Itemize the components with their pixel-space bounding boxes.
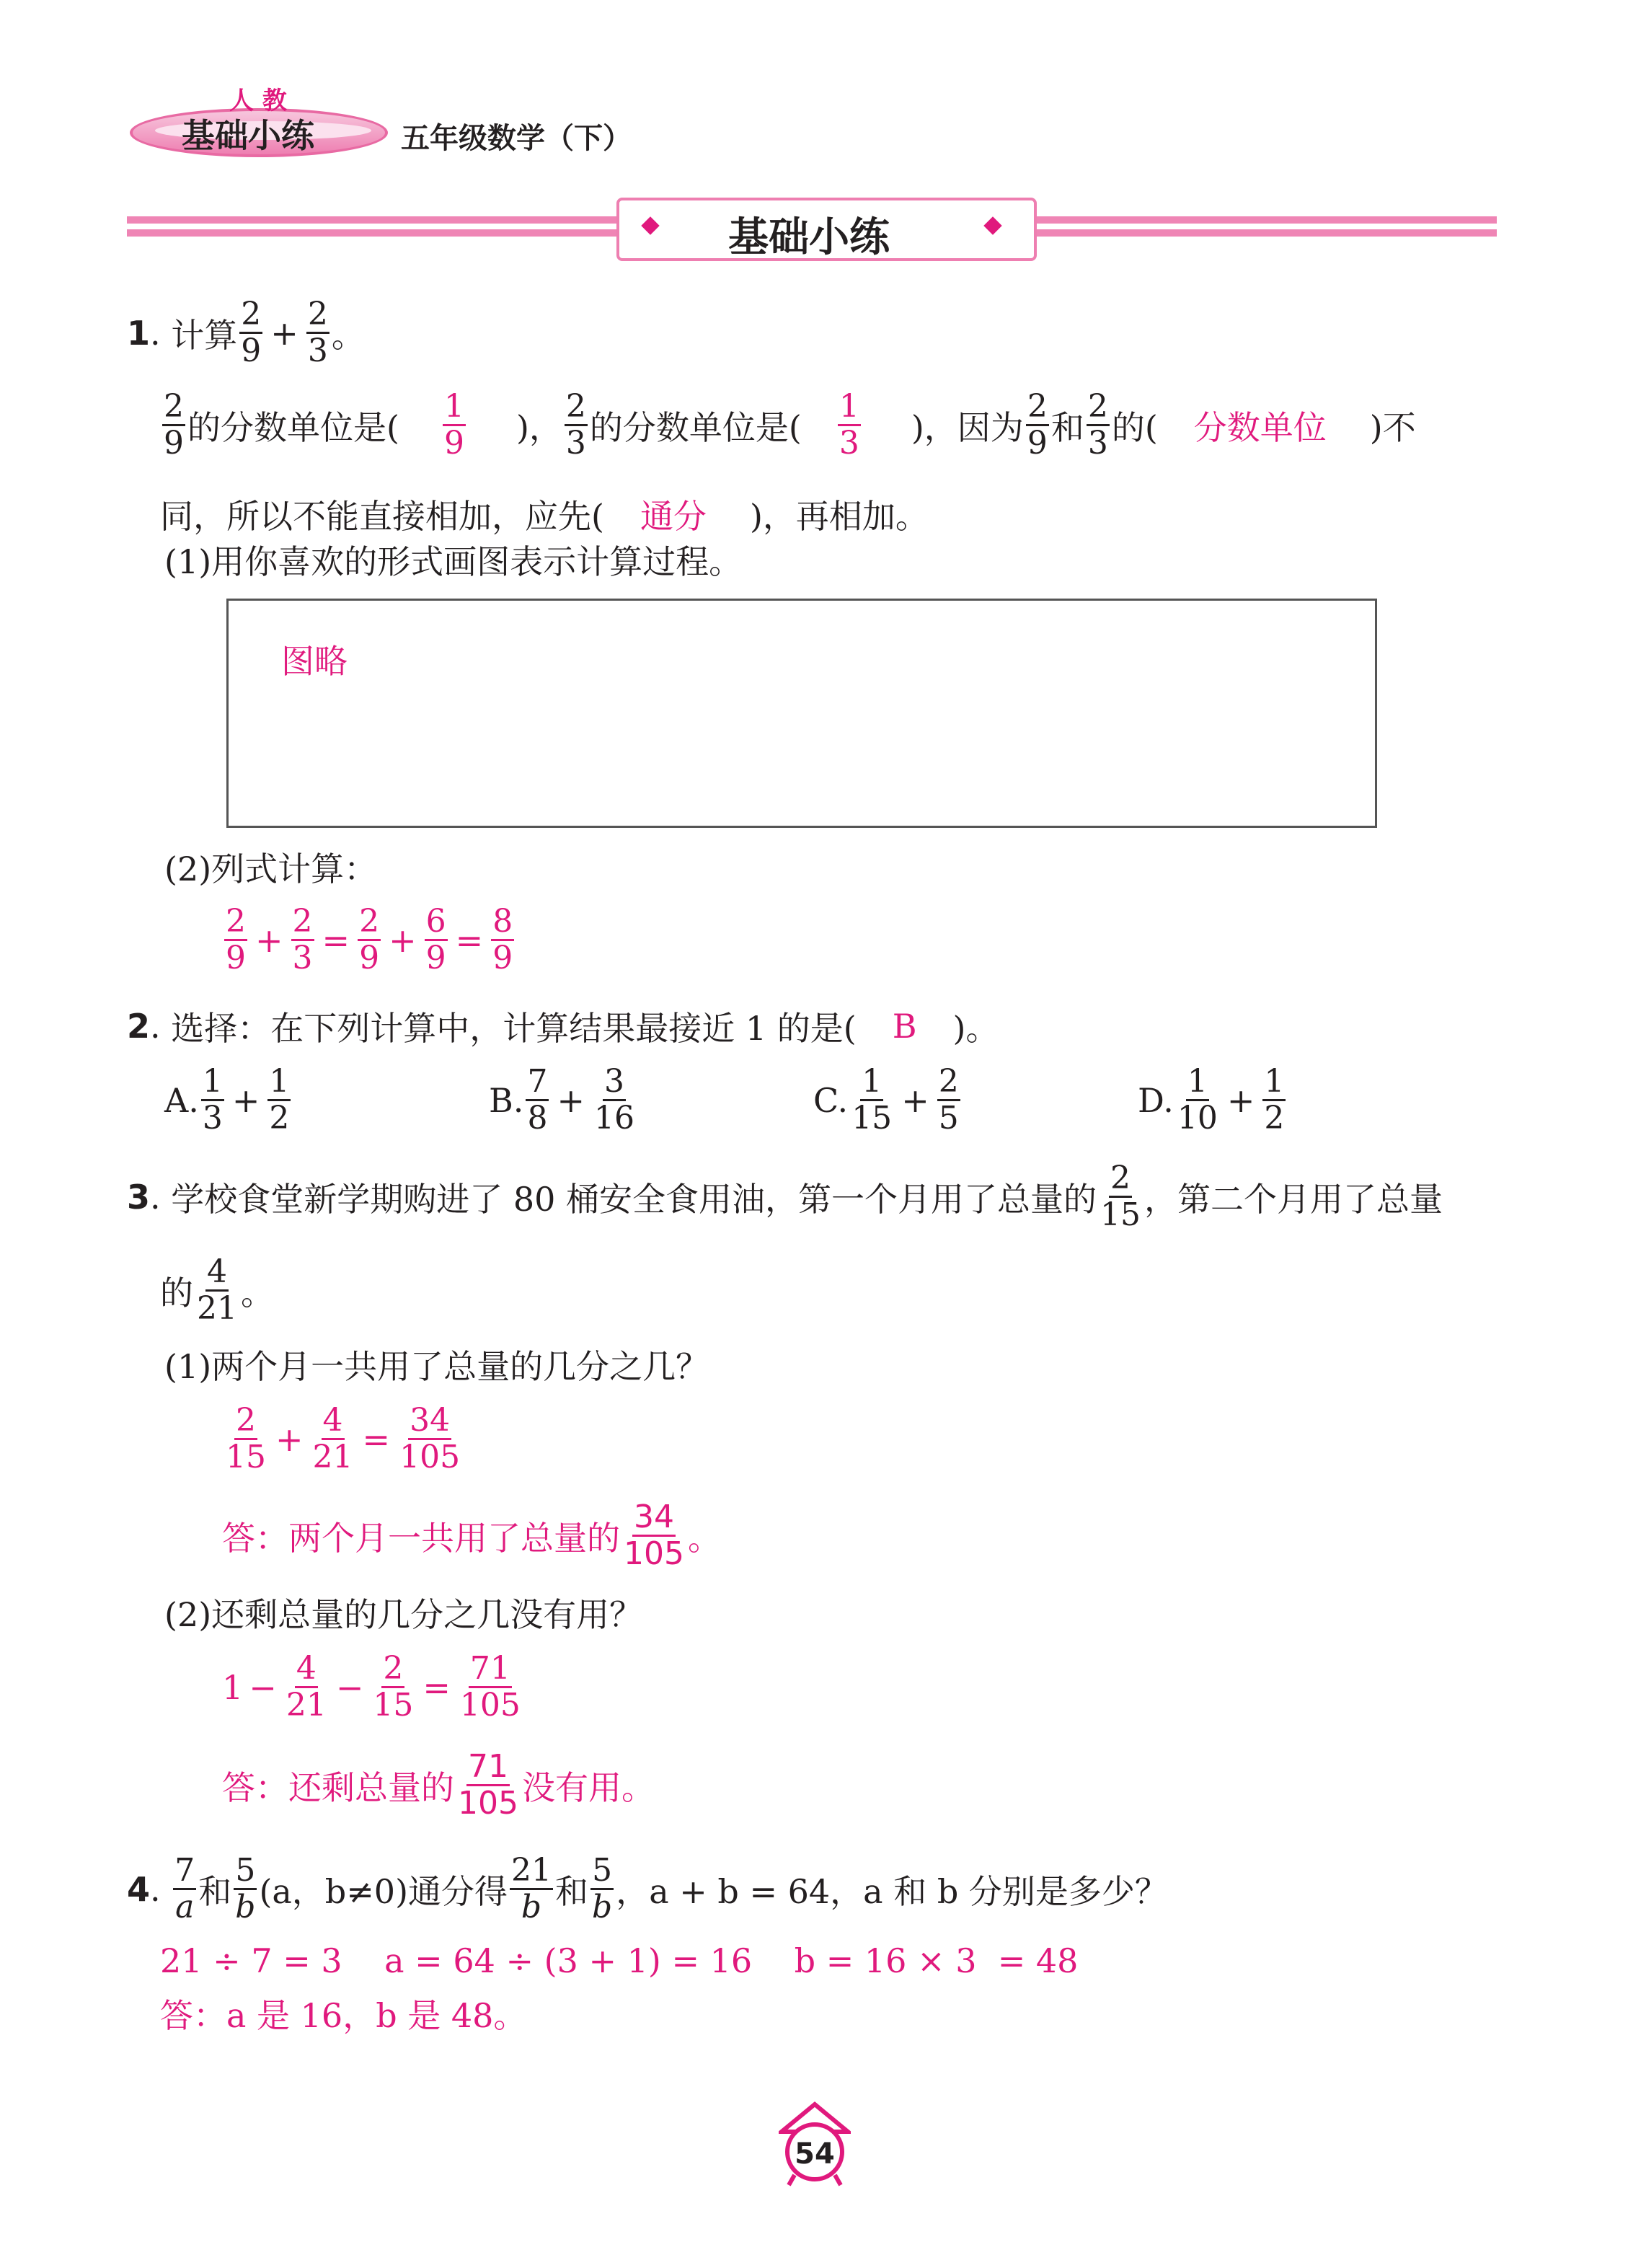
q1-number: 1: [127, 313, 151, 353]
q2-option-a: A. 1 3 + $\frac{1}{2}$: [164, 1063, 290, 1137]
q1-answer-unit-a: 1 9: [443, 388, 464, 462]
q3-sub2: (2)还剩总量的几分之几没有用？: [164, 1595, 643, 1634]
q3-prompt: 3 . 学校食堂新学期购进了 80 桶安全食用油，第一个月用了总量的 2 15 ，第二个月用了总量: [127, 1160, 1443, 1233]
q1-line2: 同，所以不能直接相加，应先( 通分 )，再相加。: [160, 490, 929, 538]
section-title: 基础小练: [728, 214, 890, 261]
q3-sub2-calculation: 1 − $\frac{4}{21}$ − $\frac{2}{15}$ = $\frac{71}{105}$: [222, 1650, 521, 1724]
q1-answer-method: 通分: [640, 497, 707, 536]
q2-option-b: B. 7 8 + $\frac{3}{16}$: [489, 1063, 634, 1137]
q1-sub1: (1)用你喜欢的形式画图表示计算过程。: [164, 542, 743, 581]
q2-option-d: D. 1 10 + $\frac{1}{2}$: [1138, 1063, 1285, 1137]
q4-number: 4: [127, 1869, 151, 1909]
q1-fraction-a: 2 9: [241, 296, 262, 369]
q1-drawing-box: [226, 599, 1377, 828]
q3-number: 3: [127, 1177, 151, 1217]
q3-prompt-cont: 的 4 21 。: [160, 1253, 274, 1327]
header-tag: 人 教: [229, 87, 287, 115]
q2-prompt: 2 . 选择：在下列计算中，计算结果最接近 1 的是( B )。: [127, 1007, 999, 1048]
q1-line1: 2 9 的分数单位是( 1 9 )， 2 3 的分数单位是( 1 3 )，因为 2 9 和 2 3 的( 分数单位 )不: [164, 388, 1416, 462]
page-number: 54: [795, 2137, 835, 2171]
q1-answer-unit-b: 1 3: [839, 388, 859, 462]
q1-prompt: 1 . 计算 2 9 + $\frac{2}{3}$ 。: [127, 296, 365, 369]
q3-sub1-answer: 答：两个月一共用了总量的 34 105 。: [222, 1499, 721, 1572]
q3-sub2-answer: 答：还剩总量的 71 105 没有用。: [222, 1748, 655, 1822]
header-brand: 基础小练: [182, 116, 314, 155]
q1-answer-reason: 分数单位: [1193, 407, 1327, 447]
q1-sub2: (2)列式计算：: [164, 850, 378, 888]
q2-number: 2: [127, 1007, 151, 1046]
q4-prompt: 4 . 7 a 和 5 b (a，b≠0)通分得 21 b 和 5 b ，a + b = 64，a 和 b 分别是多少？: [127, 1852, 1168, 1925]
q1-drawing-answer: 图略: [281, 642, 348, 681]
q4-answer-work: 21 ÷ 7 = 3 a = 64 ÷ (3 + 1) = 16 b = 16 × 3 = 48: [160, 1941, 1079, 1980]
q3-sub1-calculation: 2 15 + $\frac{4}{21}$ = $\frac{34}{105}$: [226, 1402, 461, 1475]
header-grade: 五年级数学（下）: [401, 122, 632, 155]
q1-fraction-b: $\frac{2}{3}$: [307, 296, 328, 369]
q4-answer-final: 答：a 是 16，b 是 48。: [160, 1996, 527, 2035]
q2-answer: B: [892, 1007, 917, 1046]
q2-option-c: C. 1 15 + $\frac{2}{5}$: [813, 1063, 959, 1137]
q3-sub1: (1)两个月一共用了总量的几分之几？: [164, 1347, 709, 1386]
q1-calculation: 2 9 + $\frac{2}{3}$ = $\frac{2}{9}$ + $\frac{6}{9}$ = $\frac{8}{9}$: [226, 903, 513, 976]
